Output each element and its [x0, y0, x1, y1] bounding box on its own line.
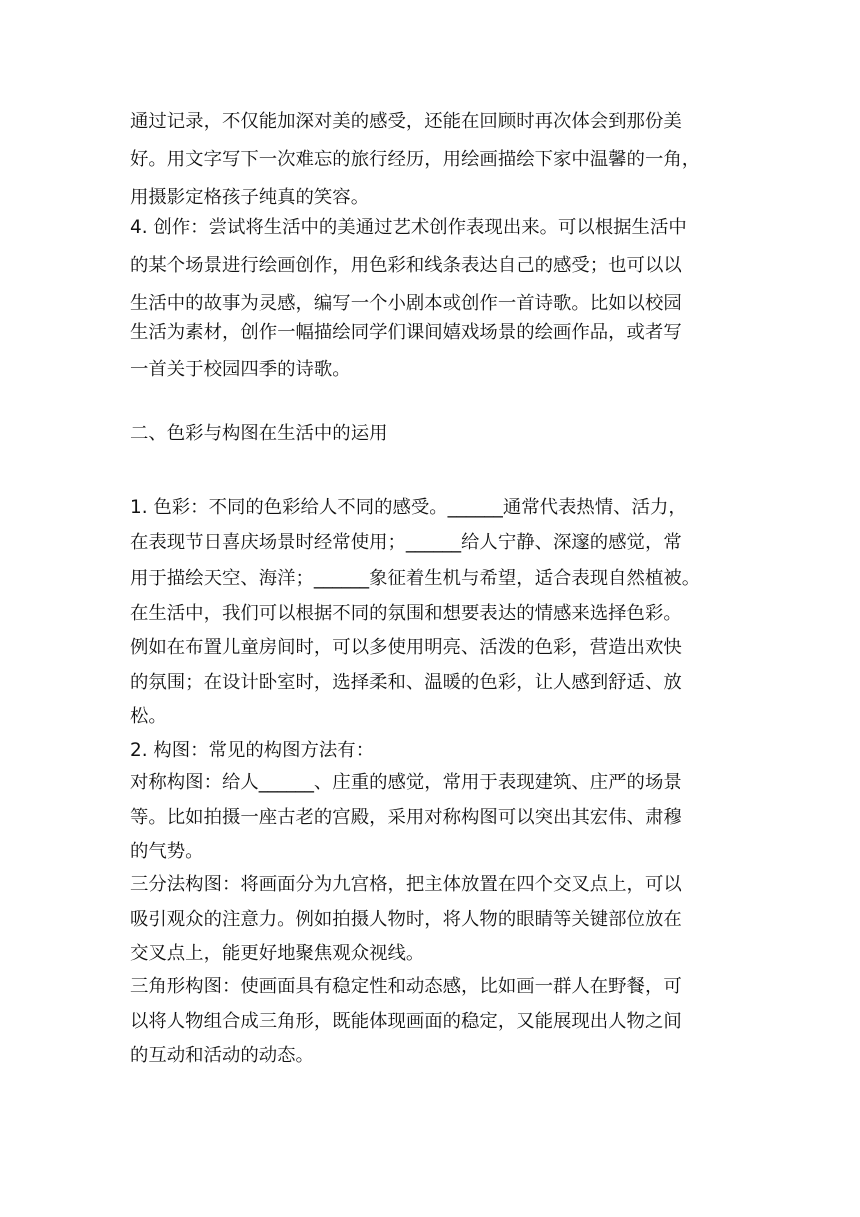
text-line: 等。比如拍摄一座古老的宫殿，采用对称构图可以突出其宏伟、肃穆 [130, 807, 682, 828]
text-line: 用摄影定格孩子纯真的笑容。 [130, 187, 370, 208]
text-line: 的气势。 [130, 841, 204, 862]
text-line: 1. 色彩：不同的色彩给人不同的感受。______通常代表热情、活力， [130, 497, 687, 518]
text-line: 三角形构图：使画面具有稳定性和动态感，比如画一群人在野餐，可 [130, 976, 682, 997]
section-heading: 二、色彩与构图在生活中的运用 [130, 423, 388, 444]
text-line: 例如在布置儿童房间时，可以多使用明亮、活泼的色彩，营造出欢快 [130, 637, 682, 658]
text-line: 生活中的故事为灵感，编写一个小剧本或创作一首诗歌。比如以校园 [130, 293, 682, 314]
text-line: 吸引观众的注意力。例如拍摄人物时，将人物的眼睛等关键部位放在 [130, 909, 682, 930]
text-line: 对称构图：给人______、庄重的感觉，常用于表现建筑、庄严的场景 [130, 772, 682, 793]
text-line: 生活为素材，创作一幅描绘同学们课间嬉戏场景的绘画作品，或者写 [130, 322, 682, 343]
text-line: 的氛围；在设计卧室时，选择柔和、温暖的色彩，让人感到舒适、放 [130, 672, 682, 693]
text-line: 在表现节日喜庆场景时经常使用；______给人宁静、深邃的感觉，常 [130, 532, 682, 553]
text-line: 一首关于校园四季的诗歌。 [130, 359, 351, 380]
text-line: 松。 [130, 706, 167, 727]
text-line: 4. 创作：尝试将生活中的美通过艺术创作表现出来。可以根据生活中 [130, 217, 687, 238]
text-line: 的某个场景进行绘画创作，用色彩和线条表达自己的感受；也可以以 [130, 255, 682, 276]
text-line: 好。用文字写下一次难忘的旅行经历，用绘画描绘下家中温馨的一角， [130, 149, 701, 170]
text-line: 的互动和活动的动态。 [130, 1045, 314, 1066]
text-line: 三分法构图：将画面分为九宫格，把主体放置在四个交叉点上，可以 [130, 874, 682, 895]
text-line: 通过记录，不仅能加深对美的感受，还能在回顾时再次体会到那份美 [130, 111, 682, 132]
text-line: 以将人物组合成三角形，既能体现画面的稳定，又能展现出人物之间 [130, 1011, 682, 1032]
text-line: 在生活中，我们可以根据不同的氛围和想要表达的情感来选择色彩。 [130, 603, 682, 624]
text-line: 2. 构图：常见的构图方法有： [130, 740, 375, 761]
text-line: 用于描绘天空、海洋；______象征着生机与希望，适合表现自然植被。 [130, 568, 701, 589]
text-line: 交叉点上，能更好地聚焦观众视线。 [130, 943, 425, 964]
